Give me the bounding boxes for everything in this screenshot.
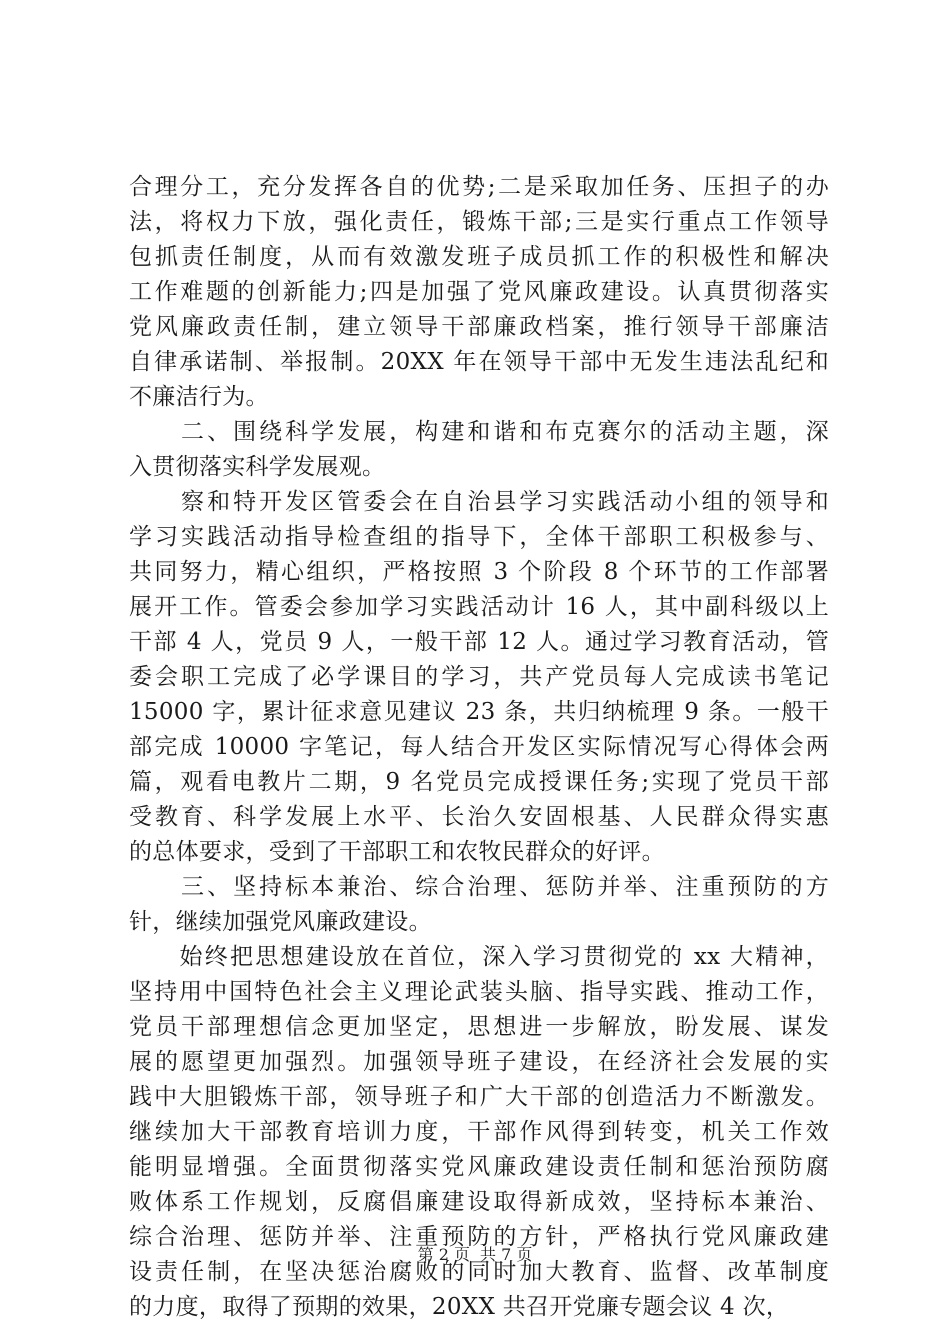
text-line: 委会职工完成了必学课目的学习，共产党员每人完成读书笔记 [129,664,829,690]
text-line: 干部 4 人，党员 9 人，一般干部 12 人。通过学习教育活动，管 [129,629,829,655]
page-number-current: 第 2 页 [417,1245,470,1264]
paragraph [129,940,829,1325]
text-line: 设责任制，在坚决惩治腐败的同时加大教育、监督、改革制度 [129,1259,829,1285]
paragraph [129,415,829,485]
page-footer [0,1244,950,1266]
text-line: 党风廉政责任制，建立领导干部廉政档案，推行领导干部廉洁 [129,314,829,340]
text-line: 始终把思想建设放在首位，深入学习贯彻党的 xx 大精神， [129,944,829,970]
text-line: 党员干部理想信念更加坚定，思想进一步解放，盼发展、谋发 [129,1014,829,1040]
page-number-total: 共 7 页 [480,1245,533,1264]
text-line: 能明显增强。全面贯彻落实党风廉政建设责任制和惩治预防腐 [129,1154,829,1180]
text-line: 坚持用中国特色社会主义理论武装头脑、指导实践、推动工作， [129,979,829,1005]
paragraph [129,870,829,940]
text-line: 展开工作。管委会参加学习实践活动计 16 人，其中副科级以上 [129,594,829,620]
text-line: 共同努力，精心组织，严格按照 3 个阶段 8 个环节的工作部署 [129,559,829,585]
text-line: 败体系工作规划，反腐倡廉建设取得新成效，坚持标本兼治、 [129,1189,829,1215]
text-line: 15000 字，累计征求意见建议 23 条，共归纳梳理 9 条。一般干 [129,699,829,725]
text-line: 践中大胆锻炼干部，领导班子和广大干部的创造活力不断激发。 [129,1084,829,1110]
text-line: 继续加大干部教育培训力度，干部作风得到转变，机关工作效 [129,1119,829,1145]
text-line: 综合治理、惩防并举、注重预防的方针，严格执行党风廉政建 [129,1224,829,1250]
text-line: 针，继续加强党风廉政建设。 [129,909,432,935]
paragraph [129,485,829,870]
text-line: 工作难题的创新能力;四是加强了党风廉政建设。认真贯彻落实 [129,279,829,305]
text-line: 展的愿望更加强烈。加强领导班子建设，在经济社会发展的实 [129,1049,829,1075]
text-line: 的总体要求，受到了干部职工和农牧民群众的好评。 [129,839,665,865]
text-line: 受教育、科学发展上水平、长治久安固根基、人民群众得实惠 [129,804,829,830]
text-line: 不廉洁行为。 [129,384,269,410]
paragraph [129,170,829,415]
text-line: 包抓责任制度，从而有效激发班子成员抓工作的积极性和解决 [129,244,829,270]
text-line: 法，将权力下放，强化责任，锻炼干部;三是实行重点工作领导 [129,209,829,235]
text-line: 察和特开发区管委会在自治县学习实践活动小组的领导和 [129,489,829,515]
text-line: 的力度，取得了预期的效果，20XX 共召开党廉专题会议 4 次， [129,1294,790,1320]
text-line: 三、坚持标本兼治、综合治理、惩防并举、注重预防的方 [129,874,829,900]
text-line: 学习实践活动指导检查组的指导下，全体干部职工积极参与、 [129,524,829,550]
text-line: 合理分工，充分发挥各自的优势;二是采取加任务、压担子的办 [129,174,829,200]
text-line: 入贯彻落实科学发展观。 [129,454,386,480]
document-body [129,170,829,1325]
text-line: 篇，观看电教片二期，9 名党员完成授课任务;实现了党员干部 [129,769,829,795]
text-line: 自律承诺制、举报制。20XX 年在领导干部中无发生违法乱纪和 [129,349,829,375]
text-line: 二、围绕科学发展，构建和谐和布克赛尔的活动主题，深 [129,419,829,445]
text-line: 部完成 10000 字笔记，每人结合开发区实际情况写心得体会两 [129,734,829,760]
